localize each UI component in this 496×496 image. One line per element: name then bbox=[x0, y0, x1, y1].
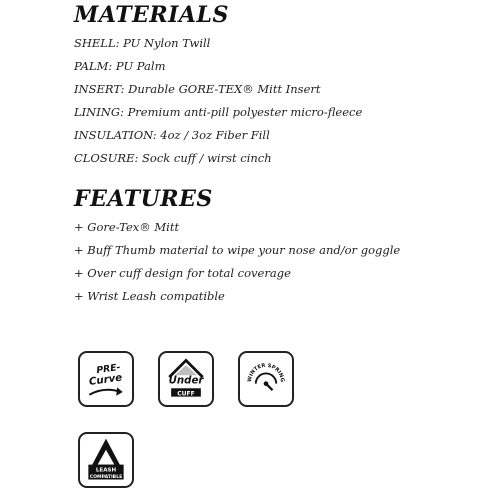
pre-curve-line2: Curve bbox=[88, 372, 123, 389]
materials-heading: MATERIALS bbox=[74, 2, 229, 28]
feature-wrist-leash: + Wrist Leash compatible bbox=[74, 289, 225, 303]
feature-buff-thumb: + Buff Thumb material to wipe your nose and/or goggle bbox=[74, 243, 401, 257]
leash-line2: COMPATIBLE bbox=[89, 475, 123, 481]
winter-spring-label: WINTER SPRING bbox=[246, 362, 285, 383]
arrow-head-icon bbox=[116, 387, 123, 395]
under-cuff-line2: CUFF bbox=[177, 390, 195, 398]
winter-spring-icon bbox=[240, 353, 292, 405]
feature-over-cuff: + Over cuff design for total coverage bbox=[74, 266, 291, 280]
pre-curve-icon bbox=[80, 353, 132, 405]
material-insulation: INSULATION: 4oz / 3oz Fiber Fill bbox=[74, 128, 270, 142]
features-heading: FEATURES bbox=[74, 186, 213, 212]
material-insert: INSERT: Durable GORE-TEX® Mitt Insert bbox=[74, 82, 321, 96]
gauge-needle-icon bbox=[266, 384, 273, 391]
material-closure: CLOSURE: Sock cuff / wirst cinch bbox=[74, 151, 272, 165]
under-cuff-badge bbox=[158, 351, 214, 407]
curve-arrow-icon bbox=[89, 390, 121, 395]
pre-curve-badge bbox=[78, 351, 134, 407]
material-shell: SHELL: PU Nylon Twill bbox=[74, 36, 211, 50]
material-palm: PALM: PU Palm bbox=[74, 59, 166, 73]
under-cuff-icon bbox=[160, 353, 212, 405]
pre-curve-line1: PRE- bbox=[95, 361, 122, 377]
feature-gore-tex: + Gore-Tex® Mitt bbox=[74, 220, 180, 234]
winter-spring-badge bbox=[238, 351, 294, 407]
under-cuff-line1: Under bbox=[168, 375, 204, 387]
material-lining: LINING: Premium anti-pill polyester micro-fleece bbox=[74, 105, 363, 119]
leash-compatible-badge bbox=[78, 432, 134, 488]
leash-compatible-icon bbox=[80, 434, 132, 486]
leash-line1: LEASH bbox=[95, 467, 117, 474]
